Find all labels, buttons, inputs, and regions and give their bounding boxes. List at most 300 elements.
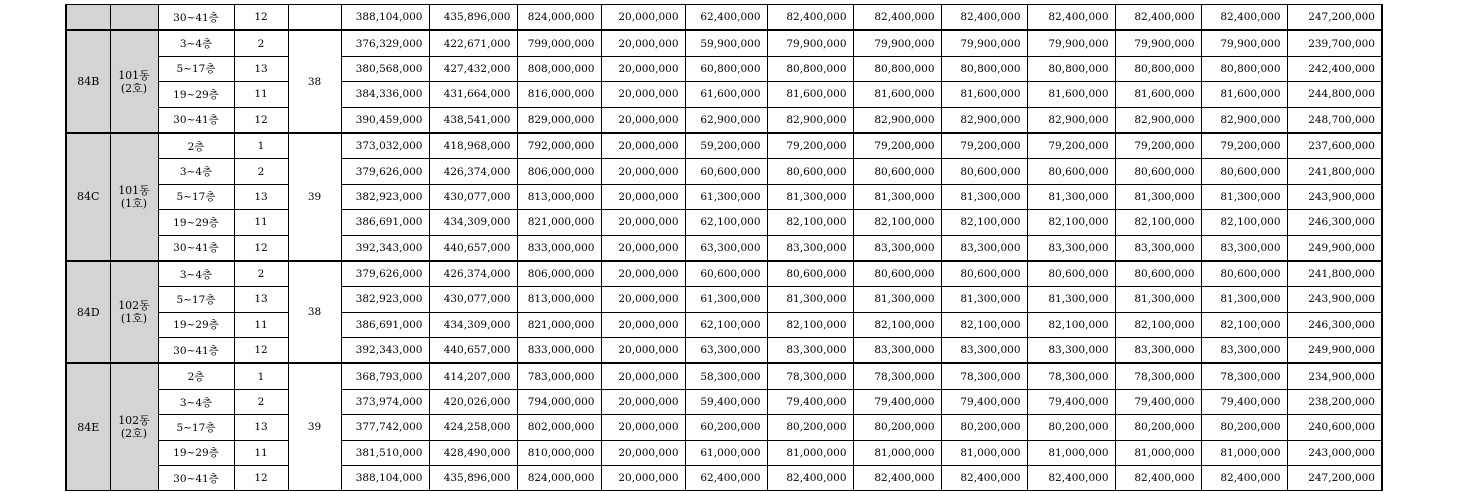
price-cell: 81,600,000 <box>767 82 853 107</box>
table-row <box>66 159 1382 184</box>
price-cell: 424,258,000 <box>429 415 517 440</box>
price-cell: 373,974,000 <box>341 389 429 414</box>
price-cell: 833,000,000 <box>517 338 601 364</box>
price-cell: 368,793,000 <box>341 363 429 389</box>
price-cell: 376,329,000 <box>341 30 429 56</box>
price-cell: 60,800,000 <box>685 56 767 81</box>
price-cell: 79,200,000 <box>853 133 941 159</box>
price-cell: 79,200,000 <box>1201 133 1287 159</box>
table-row <box>66 415 1382 440</box>
price-cell: 422,671,000 <box>429 30 517 56</box>
floor-cell: 5~17층 <box>158 287 234 312</box>
dong-cell <box>110 133 158 261</box>
price-cell: 20,000,000 <box>601 5 685 31</box>
floor-cell: 19~29층 <box>158 82 234 107</box>
price-cell: 388,104,000 <box>341 5 429 31</box>
price-cell: 78,300,000 <box>1201 363 1287 389</box>
price-cell: 813,000,000 <box>517 287 601 312</box>
units-cell: 1 <box>234 363 288 389</box>
type-cell-continued <box>66 5 110 31</box>
table-body <box>66 5 1382 491</box>
price-cell: 82,100,000 <box>767 210 853 235</box>
price-cell: 79,200,000 <box>1027 133 1115 159</box>
table-row <box>66 210 1382 235</box>
table-row <box>66 56 1382 81</box>
price-cell: 79,400,000 <box>941 389 1027 414</box>
price-cell: 60,600,000 <box>685 261 767 287</box>
price-cell: 83,300,000 <box>767 338 853 364</box>
units-cell: 2 <box>234 389 288 414</box>
price-cell: 829,000,000 <box>517 107 601 133</box>
price-cell: 81,300,000 <box>1201 287 1287 312</box>
price-cell: 62,400,000 <box>685 5 767 31</box>
price-cell: 434,309,000 <box>429 312 517 337</box>
floor-cell: 2층 <box>158 133 234 159</box>
price-cell: 81,300,000 <box>767 184 853 209</box>
price-cell: 82,100,000 <box>1027 312 1115 337</box>
price-cell: 20,000,000 <box>601 107 685 133</box>
price-cell: 247,200,000 <box>1287 5 1382 31</box>
price-cell: 80,600,000 <box>1027 261 1115 287</box>
price-cell: 60,600,000 <box>685 159 767 184</box>
price-cell: 246,300,000 <box>1287 312 1382 337</box>
price-cell: 80,600,000 <box>853 261 941 287</box>
price-cell: 243,000,000 <box>1287 440 1382 465</box>
price-cell: 82,900,000 <box>1027 107 1115 133</box>
price-cell: 81,300,000 <box>853 184 941 209</box>
price-cell: 79,400,000 <box>1201 389 1287 414</box>
price-cell: 435,896,000 <box>429 5 517 31</box>
type-cell: 84E <box>66 363 110 490</box>
price-cell: 420,026,000 <box>429 389 517 414</box>
price-cell: 83,300,000 <box>941 235 1027 261</box>
price-cell: 384,336,000 <box>341 82 429 107</box>
price-cell: 83,300,000 <box>1027 235 1115 261</box>
price-cell: 81,300,000 <box>941 184 1027 209</box>
price-cell: 426,374,000 <box>429 261 517 287</box>
price-cell: 78,300,000 <box>1027 363 1115 389</box>
price-cell: 82,900,000 <box>1115 107 1201 133</box>
units-cell: 11 <box>234 440 288 465</box>
price-cell: 80,600,000 <box>1115 261 1201 287</box>
floor-cell: 19~29층 <box>158 210 234 235</box>
price-cell: 783,000,000 <box>517 363 601 389</box>
price-cell: 80,200,000 <box>767 415 853 440</box>
price-cell: 234,900,000 <box>1287 363 1382 389</box>
price-cell: 83,300,000 <box>853 235 941 261</box>
ho-label: (1호) <box>120 196 148 210</box>
units-cell: 12 <box>234 338 288 364</box>
price-cell: 426,374,000 <box>429 159 517 184</box>
price-cell: 427,432,000 <box>429 56 517 81</box>
price-cell: 81,300,000 <box>1201 184 1287 209</box>
dong-cell <box>110 363 158 490</box>
table-row <box>66 82 1382 107</box>
dong-label: 101동 <box>118 183 150 197</box>
table-row <box>66 287 1382 312</box>
price-cell: 392,343,000 <box>341 338 429 364</box>
price-cell: 20,000,000 <box>601 338 685 364</box>
price-cell: 81,600,000 <box>1115 82 1201 107</box>
price-cell: 61,000,000 <box>685 440 767 465</box>
floor-cell: 30~41층 <box>158 235 234 261</box>
price-cell: 80,800,000 <box>941 56 1027 81</box>
table-row <box>66 184 1382 209</box>
price-cell: 435,896,000 <box>429 466 517 491</box>
table-row <box>66 261 1382 287</box>
price-cell: 81,300,000 <box>941 287 1027 312</box>
floor-cell: 19~29층 <box>158 440 234 465</box>
price-cell: 808,000,000 <box>517 56 601 81</box>
price-cell: 81,000,000 <box>941 440 1027 465</box>
units-cell: 11 <box>234 312 288 337</box>
units-cell: 2 <box>234 30 288 56</box>
price-cell: 80,600,000 <box>1115 159 1201 184</box>
price-cell: 244,800,000 <box>1287 82 1382 107</box>
floor-cell: 3~4층 <box>158 389 234 414</box>
units-cell: 12 <box>234 235 288 261</box>
units-cell: 13 <box>234 56 288 81</box>
price-cell: 79,200,000 <box>941 133 1027 159</box>
price-cell: 81,300,000 <box>1115 184 1201 209</box>
price-cell: 82,400,000 <box>853 466 941 491</box>
price-cell: 431,664,000 <box>429 82 517 107</box>
price-cell: 61,300,000 <box>685 184 767 209</box>
type-cell: 84B <box>66 30 110 133</box>
units-cell: 2 <box>234 261 288 287</box>
price-cell: 78,300,000 <box>767 363 853 389</box>
units-cell: 12 <box>234 5 288 31</box>
units-cell: 12 <box>234 466 288 491</box>
price-cell: 79,200,000 <box>767 133 853 159</box>
price-cell: 80,800,000 <box>1115 56 1201 81</box>
price-cell: 802,000,000 <box>517 415 601 440</box>
price-cell: 249,900,000 <box>1287 235 1382 261</box>
price-cell: 833,000,000 <box>517 235 601 261</box>
price-cell: 82,900,000 <box>1201 107 1287 133</box>
price-cell: 83,300,000 <box>1115 235 1201 261</box>
price-cell: 248,700,000 <box>1287 107 1382 133</box>
price-cell: 82,400,000 <box>1115 5 1201 31</box>
price-cell: 81,000,000 <box>1027 440 1115 465</box>
price-cell: 58,300,000 <box>685 363 767 389</box>
table-row <box>66 133 1382 159</box>
total-cell-continued <box>288 5 341 31</box>
price-cell: 83,300,000 <box>767 235 853 261</box>
price-cell: 78,300,000 <box>1115 363 1201 389</box>
units-cell: 13 <box>234 287 288 312</box>
price-cell: 82,400,000 <box>1115 466 1201 491</box>
price-cell: 799,000,000 <box>517 30 601 56</box>
price-cell: 414,207,000 <box>429 363 517 389</box>
price-cell: 81,600,000 <box>1027 82 1115 107</box>
units-cell: 2 <box>234 159 288 184</box>
price-cell: 82,400,000 <box>941 466 1027 491</box>
price-cell: 792,000,000 <box>517 133 601 159</box>
price-cell: 79,400,000 <box>1027 389 1115 414</box>
units-cell: 13 <box>234 184 288 209</box>
price-cell: 386,691,000 <box>341 210 429 235</box>
price-cell: 824,000,000 <box>517 466 601 491</box>
price-cell: 80,800,000 <box>1201 56 1287 81</box>
dong-cell <box>110 261 158 364</box>
price-cell: 20,000,000 <box>601 30 685 56</box>
price-cell: 79,400,000 <box>1115 389 1201 414</box>
dong-cell-continued <box>110 5 158 31</box>
price-cell: 82,100,000 <box>853 312 941 337</box>
price-cell: 83,300,000 <box>853 338 941 364</box>
price-cell: 80,800,000 <box>853 56 941 81</box>
price-cell: 242,400,000 <box>1287 56 1382 81</box>
dong-label: 102동 <box>118 299 150 313</box>
price-cell: 392,343,000 <box>341 235 429 261</box>
price-cell: 794,000,000 <box>517 389 601 414</box>
price-cell: 249,900,000 <box>1287 338 1382 364</box>
price-cell: 81,000,000 <box>1115 440 1201 465</box>
price-cell: 62,100,000 <box>685 312 767 337</box>
price-cell: 816,000,000 <box>517 82 601 107</box>
price-cell: 79,900,000 <box>767 30 853 56</box>
price-cell: 62,900,000 <box>685 107 767 133</box>
price-cell: 61,300,000 <box>685 287 767 312</box>
price-cell: 79,400,000 <box>767 389 853 414</box>
price-cell: 418,968,000 <box>429 133 517 159</box>
table-row <box>66 338 1382 364</box>
price-cell: 440,657,000 <box>429 338 517 364</box>
price-cell: 80,800,000 <box>1027 56 1115 81</box>
table-row <box>66 235 1382 261</box>
table-row <box>66 5 1382 31</box>
price-cell: 20,000,000 <box>601 440 685 465</box>
price-cell: 247,200,000 <box>1287 466 1382 491</box>
price-cell: 81,300,000 <box>767 287 853 312</box>
ho-label: (1호) <box>120 312 148 326</box>
price-cell: 80,800,000 <box>767 56 853 81</box>
price-cell: 438,541,000 <box>429 107 517 133</box>
price-cell: 386,691,000 <box>341 312 429 337</box>
price-cell: 380,568,000 <box>341 56 429 81</box>
price-cell: 62,400,000 <box>685 466 767 491</box>
price-cell: 239,700,000 <box>1287 30 1382 56</box>
price-cell: 81,000,000 <box>853 440 941 465</box>
price-cell: 813,000,000 <box>517 184 601 209</box>
price-cell: 434,309,000 <box>429 210 517 235</box>
table-row <box>66 30 1382 56</box>
price-cell: 81,600,000 <box>941 82 1027 107</box>
floor-cell: 3~4층 <box>158 30 234 56</box>
price-cell: 62,100,000 <box>685 210 767 235</box>
units-cell: 11 <box>234 82 288 107</box>
table-row <box>66 107 1382 133</box>
price-cell: 382,923,000 <box>341 184 429 209</box>
price-cell: 20,000,000 <box>601 210 685 235</box>
price-cell: 20,000,000 <box>601 363 685 389</box>
price-cell: 82,400,000 <box>767 466 853 491</box>
price-cell: 80,200,000 <box>1201 415 1287 440</box>
price-cell: 82,400,000 <box>767 5 853 31</box>
price-cell: 82,900,000 <box>853 107 941 133</box>
price-cell: 80,600,000 <box>767 159 853 184</box>
price-cell: 379,626,000 <box>341 159 429 184</box>
price-cell: 79,200,000 <box>1115 133 1201 159</box>
price-table <box>65 4 1383 491</box>
units-cell: 13 <box>234 415 288 440</box>
dong-label: 101동 <box>118 68 150 82</box>
total-units-cell: 38 <box>288 261 341 364</box>
total-units-cell: 38 <box>288 30 341 133</box>
price-cell: 20,000,000 <box>601 56 685 81</box>
price-cell: 79,900,000 <box>1201 30 1287 56</box>
table-row <box>66 389 1382 414</box>
price-cell: 82,400,000 <box>1027 5 1115 31</box>
price-cell: 79,900,000 <box>1027 30 1115 56</box>
price-cell: 20,000,000 <box>601 312 685 337</box>
price-cell: 79,900,000 <box>1115 30 1201 56</box>
price-cell: 82,900,000 <box>941 107 1027 133</box>
price-cell: 20,000,000 <box>601 466 685 491</box>
price-cell: 79,400,000 <box>853 389 941 414</box>
price-cell: 80,600,000 <box>853 159 941 184</box>
units-cell: 1 <box>234 133 288 159</box>
price-cell: 240,600,000 <box>1287 415 1382 440</box>
floor-cell: 30~41층 <box>158 5 234 31</box>
price-cell: 82,100,000 <box>1201 210 1287 235</box>
price-cell: 81,300,000 <box>1027 184 1115 209</box>
price-cell: 82,100,000 <box>1115 312 1201 337</box>
price-cell: 80,200,000 <box>853 415 941 440</box>
price-cell: 80,200,000 <box>941 415 1027 440</box>
price-cell: 79,900,000 <box>853 30 941 56</box>
price-cell: 20,000,000 <box>601 389 685 414</box>
price-cell: 82,400,000 <box>1201 5 1287 31</box>
units-cell: 11 <box>234 210 288 235</box>
price-cell: 20,000,000 <box>601 184 685 209</box>
price-cell: 82,100,000 <box>853 210 941 235</box>
price-cell: 440,657,000 <box>429 235 517 261</box>
price-cell: 82,900,000 <box>767 107 853 133</box>
dong-cell <box>110 30 158 133</box>
price-cell: 377,742,000 <box>341 415 429 440</box>
price-cell: 82,100,000 <box>1201 312 1287 337</box>
price-cell: 246,300,000 <box>1287 210 1382 235</box>
table-row <box>66 440 1382 465</box>
price-cell: 78,300,000 <box>853 363 941 389</box>
price-cell: 20,000,000 <box>601 415 685 440</box>
total-units-cell: 39 <box>288 133 341 261</box>
price-cell: 824,000,000 <box>517 5 601 31</box>
price-cell: 379,626,000 <box>341 261 429 287</box>
floor-cell: 30~41층 <box>158 466 234 491</box>
floor-cell: 5~17층 <box>158 184 234 209</box>
table-row <box>66 466 1382 491</box>
price-cell: 82,100,000 <box>941 312 1027 337</box>
units-cell: 12 <box>234 107 288 133</box>
price-cell: 59,200,000 <box>685 133 767 159</box>
price-cell: 80,600,000 <box>941 261 1027 287</box>
price-cell: 82,400,000 <box>1027 466 1115 491</box>
floor-cell: 2층 <box>158 363 234 389</box>
price-cell: 80,200,000 <box>1027 415 1115 440</box>
price-cell: 82,400,000 <box>853 5 941 31</box>
price-cell: 243,900,000 <box>1287 184 1382 209</box>
footnote-fragment <box>65 487 68 493</box>
price-cell: 430,077,000 <box>429 184 517 209</box>
price-cell: 237,600,000 <box>1287 133 1382 159</box>
price-cell: 60,200,000 <box>685 415 767 440</box>
price-cell: 821,000,000 <box>517 210 601 235</box>
price-cell: 63,300,000 <box>685 235 767 261</box>
price-cell: 821,000,000 <box>517 312 601 337</box>
price-cell: 83,300,000 <box>1027 338 1115 364</box>
price-cell: 82,400,000 <box>1201 466 1287 491</box>
ho-label: (2호) <box>120 81 148 95</box>
price-cell: 81,000,000 <box>767 440 853 465</box>
price-cell: 80,600,000 <box>1201 261 1287 287</box>
price-cell: 82,400,000 <box>941 5 1027 31</box>
price-cell: 810,000,000 <box>517 440 601 465</box>
price-cell: 59,400,000 <box>685 389 767 414</box>
floor-cell: 5~17층 <box>158 415 234 440</box>
price-cell: 81,300,000 <box>853 287 941 312</box>
price-cell: 20,000,000 <box>601 82 685 107</box>
floor-cell: 5~17층 <box>158 56 234 81</box>
price-cell: 80,600,000 <box>1027 159 1115 184</box>
type-cell: 84C <box>66 133 110 261</box>
price-cell: 59,900,000 <box>685 30 767 56</box>
price-cell: 82,100,000 <box>1027 210 1115 235</box>
price-cell: 238,200,000 <box>1287 389 1382 414</box>
price-cell: 80,200,000 <box>1115 415 1201 440</box>
ho-label: (2호) <box>120 427 148 441</box>
type-cell: 84D <box>66 261 110 364</box>
price-cell: 20,000,000 <box>601 133 685 159</box>
price-cell: 20,000,000 <box>601 235 685 261</box>
price-cell: 373,032,000 <box>341 133 429 159</box>
price-cell: 81,300,000 <box>1027 287 1115 312</box>
price-cell: 82,100,000 <box>1115 210 1201 235</box>
price-cell: 241,800,000 <box>1287 159 1382 184</box>
floor-cell: 3~4층 <box>158 159 234 184</box>
floor-cell: 30~41층 <box>158 107 234 133</box>
price-cell: 81,300,000 <box>1115 287 1201 312</box>
price-cell: 20,000,000 <box>601 159 685 184</box>
price-cell: 20,000,000 <box>601 287 685 312</box>
price-cell: 428,490,000 <box>429 440 517 465</box>
table-row <box>66 312 1382 337</box>
floor-cell: 19~29층 <box>158 312 234 337</box>
floor-cell: 3~4층 <box>158 261 234 287</box>
price-cell: 83,300,000 <box>1201 235 1287 261</box>
price-cell: 83,300,000 <box>1115 338 1201 364</box>
price-cell: 80,600,000 <box>767 261 853 287</box>
price-cell: 81,600,000 <box>853 82 941 107</box>
price-cell: 80,600,000 <box>941 159 1027 184</box>
price-cell: 806,000,000 <box>517 159 601 184</box>
price-cell: 381,510,000 <box>341 440 429 465</box>
price-cell: 430,077,000 <box>429 287 517 312</box>
price-cell: 382,923,000 <box>341 287 429 312</box>
price-cell: 82,100,000 <box>767 312 853 337</box>
price-cell: 83,300,000 <box>941 338 1027 364</box>
price-cell: 63,300,000 <box>685 338 767 364</box>
price-cell: 82,100,000 <box>941 210 1027 235</box>
price-cell: 78,300,000 <box>941 363 1027 389</box>
price-cell: 20,000,000 <box>601 261 685 287</box>
price-cell: 388,104,000 <box>341 466 429 491</box>
price-cell: 241,800,000 <box>1287 261 1382 287</box>
price-cell: 79,900,000 <box>941 30 1027 56</box>
price-cell: 81,000,000 <box>1201 440 1287 465</box>
